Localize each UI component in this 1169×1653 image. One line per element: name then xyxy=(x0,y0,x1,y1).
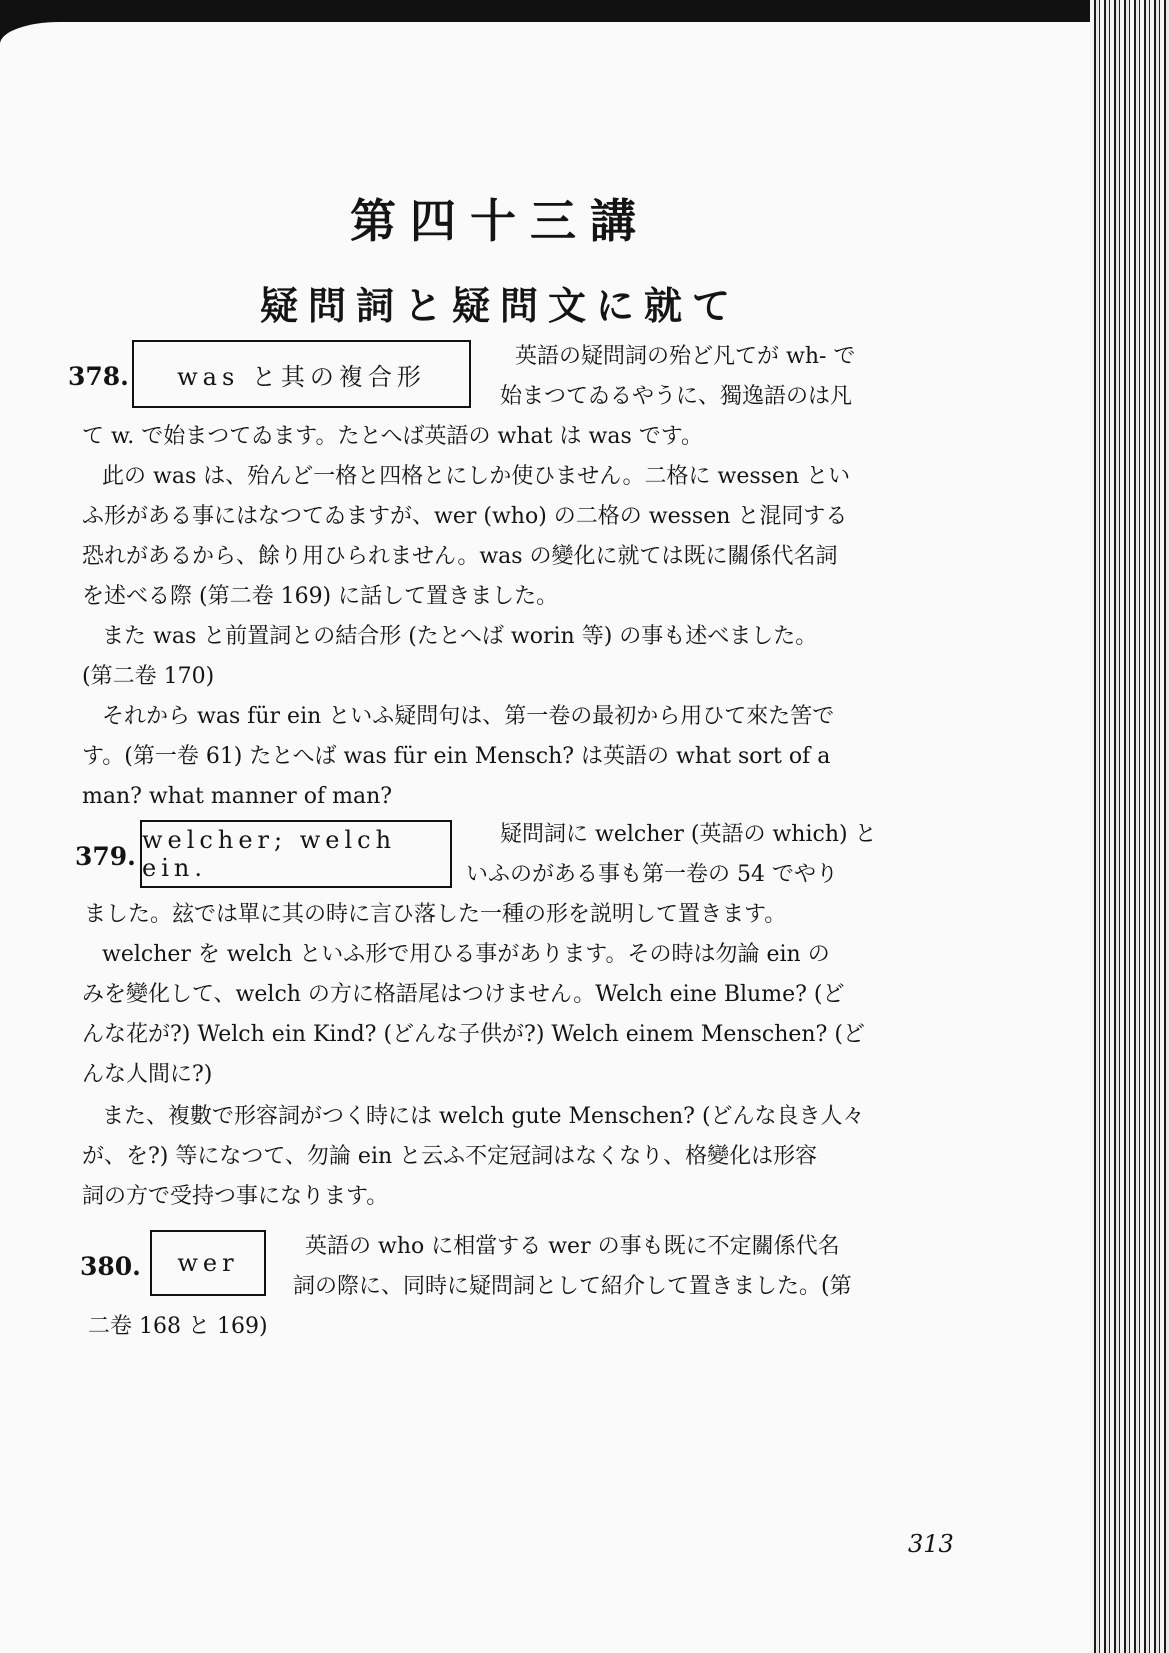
body-line: んな花が?) Welch ein Kind? (どんな子供が?) Welch einem Menschen? (ど xyxy=(82,1022,865,1047)
section-side-line: いふのがある事も第一卷の 54 でやり xyxy=(466,862,838,887)
section-heading-box: welcher; welch ein. xyxy=(140,820,452,888)
body-line: ふ形がある事にはなつてゐますが、wer (who) の二格の wessen と混同する xyxy=(82,504,848,529)
page-number: 313 xyxy=(908,1530,954,1558)
page-edges xyxy=(1090,0,1169,1653)
section-side-line: 疑問詞に welcher (英語の which) と xyxy=(500,822,877,847)
section-side-line: 英語の疑問詞の殆ど凡てが wh- で xyxy=(515,344,856,369)
section-number: 378. xyxy=(68,362,129,391)
body-line: んな人間に?) xyxy=(82,1062,213,1087)
body-line: (第二卷 170) xyxy=(82,664,215,689)
body-line: が、を?) 等になつて、勿論 ein と云ふ不定冠詞はなくなり、格變化は形容 xyxy=(82,1144,818,1169)
body-line: 詞の方で受持つ事になります。 xyxy=(82,1184,389,1209)
body-line: man? what manner of man? xyxy=(82,784,393,809)
body-line: みを變化して、welch の方に格語尾はつけません。Welch eine Blume? (ど xyxy=(82,982,845,1007)
body-line: welcher を welch といふ形で用ひる事があります。その時は勿論 ein の xyxy=(102,942,830,967)
section-side-line: 英語の who に相當する wer の事も既に不定關係代名 xyxy=(305,1234,840,1259)
body-line: て w. で始まつてゐます。たとへば英語の what は was です。 xyxy=(82,424,703,449)
body-line: それから was für ein といふ疑問句は、第一卷の最初から用ひて來た筈で xyxy=(102,704,835,729)
body-line: を述べる際 (第二卷 169) に話して置きました。 xyxy=(82,584,559,609)
section-number: 380. xyxy=(80,1252,141,1281)
body-line: また、複數で形容詞がつく時には welch gute Menschen? (どんな良き人々 xyxy=(102,1104,865,1129)
body-line: す。(第一卷 61) たとへば was für ein Mensch? は英語の what sort of a xyxy=(82,744,831,769)
body-line: 恐れがあるから、餘り用ひられません。was の變化に就ては既に關係代名詞 xyxy=(82,544,838,569)
body-line: ました。玆では單に其の時に言ひ落した一種の形を説明して置きます。 xyxy=(84,902,787,927)
chapter-subtitle: 疑問詞と疑問文に就て xyxy=(259,283,740,328)
section-number: 379. xyxy=(75,842,136,871)
section-side-line: 始まつてゐるやうに、獨逸語のは凡 xyxy=(500,384,853,409)
section-heading-box: wer xyxy=(150,1230,266,1296)
chapter-title: 第四十三講 xyxy=(350,194,650,248)
body-line: 二卷 168 と 169) xyxy=(88,1314,268,1339)
body-line: また was と前置詞との結合形 (たとへば worin 等) の事も述べました。 xyxy=(102,624,818,649)
section-side-line: 詞の際に、同時に疑問詞として紹介して置きました。(第 xyxy=(293,1274,852,1299)
section-heading-box: was と其の複合形 xyxy=(132,340,471,408)
body-line: 此の was は、殆んど一格と四格とにしか使ひません。二格に wessen とい xyxy=(102,464,851,489)
